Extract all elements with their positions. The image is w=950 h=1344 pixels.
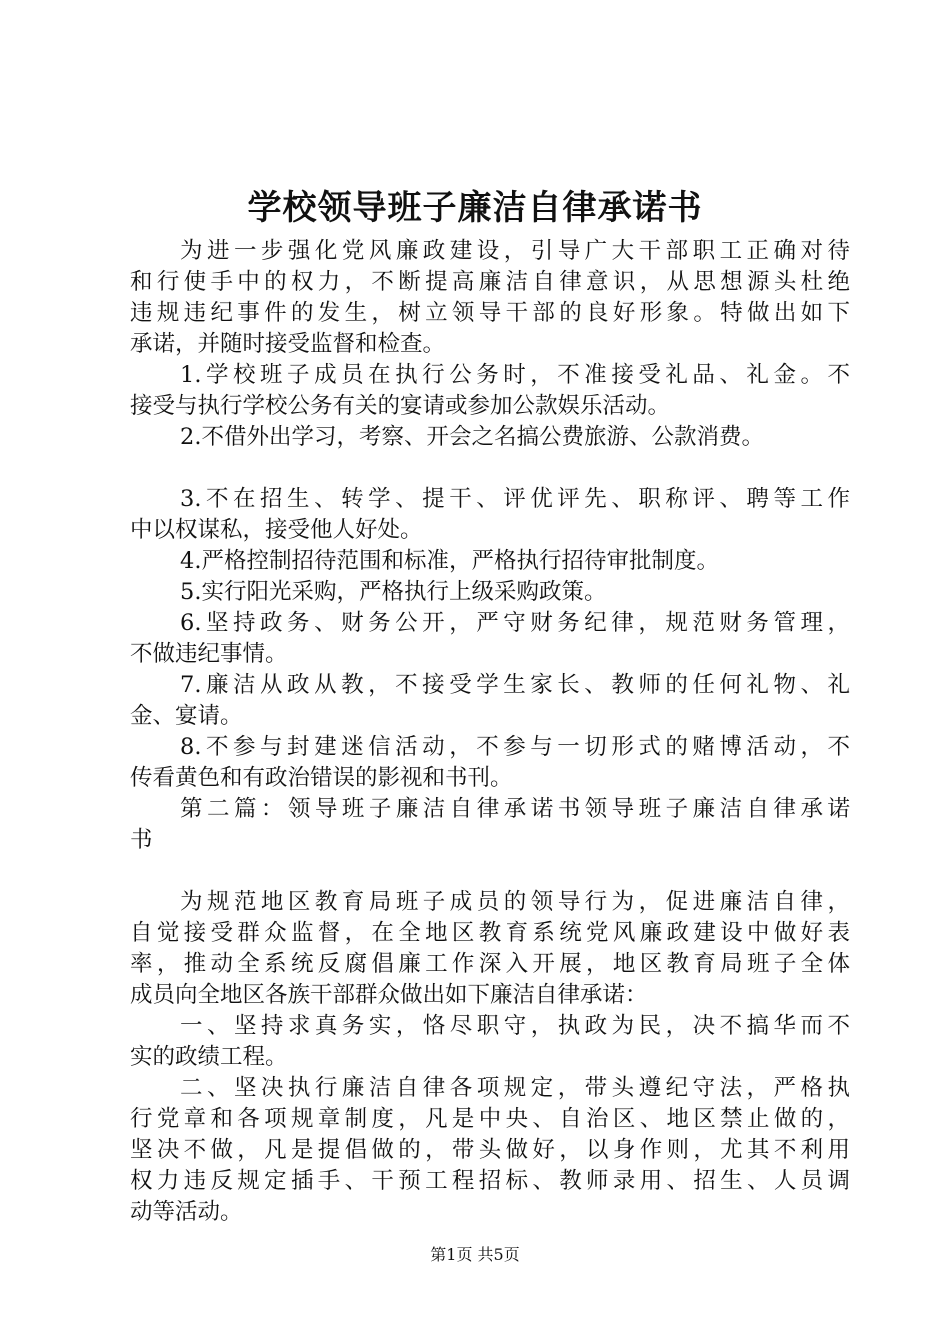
document-title: 学校领导班子廉洁自律承诺书 [247, 188, 703, 228]
document-text-line: 和行使手中的权力，不断提高廉洁自律意识，从思想源头杜绝 [130, 269, 850, 295]
document-text-line: 为进一步强化党风廉政建设，引导广大干部职工正确对待 [180, 238, 850, 264]
document-text-line: 传看黄色和有政治错误的影视和书刊。 [130, 765, 513, 791]
blank-line [130, 453, 850, 484]
blank-line [130, 856, 850, 887]
document-text-line: 6.坚持政务、财务公开，严守财务纪律，规范财务管理， [180, 610, 850, 636]
document-text-line: 5.实行阳光采购，严格执行上级采购政策。 [180, 579, 607, 605]
document-text-line: 动等活动。 [130, 1199, 243, 1225]
document-text-line: 成员向全地区各族干部群众做出如下廉洁自律承诺： [130, 982, 648, 1008]
document-text-line: 一、坚持求真务实，恪尽职守，执政为民，决不搞华而不 [180, 1013, 850, 1039]
document-text-line: 金、宴请。 [130, 703, 243, 729]
document-text-line: 2.不借外出学习，考察、开会之名搞公费旅游、公款消费。 [180, 424, 764, 450]
document-text-line: 书 [130, 827, 153, 853]
document-text-line: 率，推动全系统反腐倡廉工作深入开展，地区教育局班子全体 [130, 951, 850, 977]
document-text-line: 7.廉洁从政从教，不接受学生家长、教师的任何礼物、礼 [180, 672, 850, 698]
document-text-line: 承诺，并随时接受监督和检查。 [130, 331, 446, 357]
document-text-line: 接受与执行学校公务有关的宴请或参加公款娱乐活动。 [130, 393, 671, 419]
document-text-line: 实的政绩工程。 [130, 1044, 288, 1070]
document-body [130, 236, 850, 1228]
document-text-line: 8.不参与封建迷信活动，不参与一切形式的赌博活动，不 [180, 734, 850, 760]
document-text-line: 二、坚决执行廉洁自律各项规定，带头遵纪守法，严格执 [180, 1075, 850, 1101]
document-text-line: 中以权谋私，接受他人好处。 [130, 517, 423, 543]
document-text-line: 行党章和各项规章制度，凡是中央、自治区、地区禁止做的， [130, 1106, 850, 1132]
document-text-line: 3.不在招生、转学、提干、评优评先、职称评、聘等工作 [180, 486, 850, 512]
document-text-line: 违规违纪事件的发生，树立领导干部的良好形象。特做出如下 [130, 300, 850, 326]
page-indicator: 第1页 共5页 [430, 1245, 520, 1264]
document-text-line: 权力违反规定插手、干预工程招标、教师录用、招生、人员调 [130, 1168, 850, 1194]
document-text-line: 第二篇：领导班子廉洁自律承诺书领导班子廉洁自律承诺 [180, 796, 850, 822]
document-text-line: 为规范地区教育局班子成员的领导行为，促进廉洁自律， [180, 889, 850, 915]
document-text-line: 不做违纪事情。 [130, 641, 288, 667]
document-text-line: 坚决不做，凡是提倡做的，带头做好，以身作则，尤其不利用 [130, 1137, 850, 1163]
document-text-line: 4.严格控制招待范围和标准，严格执行招待审批制度。 [180, 548, 719, 574]
document-text-line: 自觉接受群众监督，在全地区教育系统党风廉政建设中做好表 [130, 920, 850, 946]
document-text-line: 1.学校班子成员在执行公务时，不准接受礼品、礼金。不 [180, 362, 850, 388]
